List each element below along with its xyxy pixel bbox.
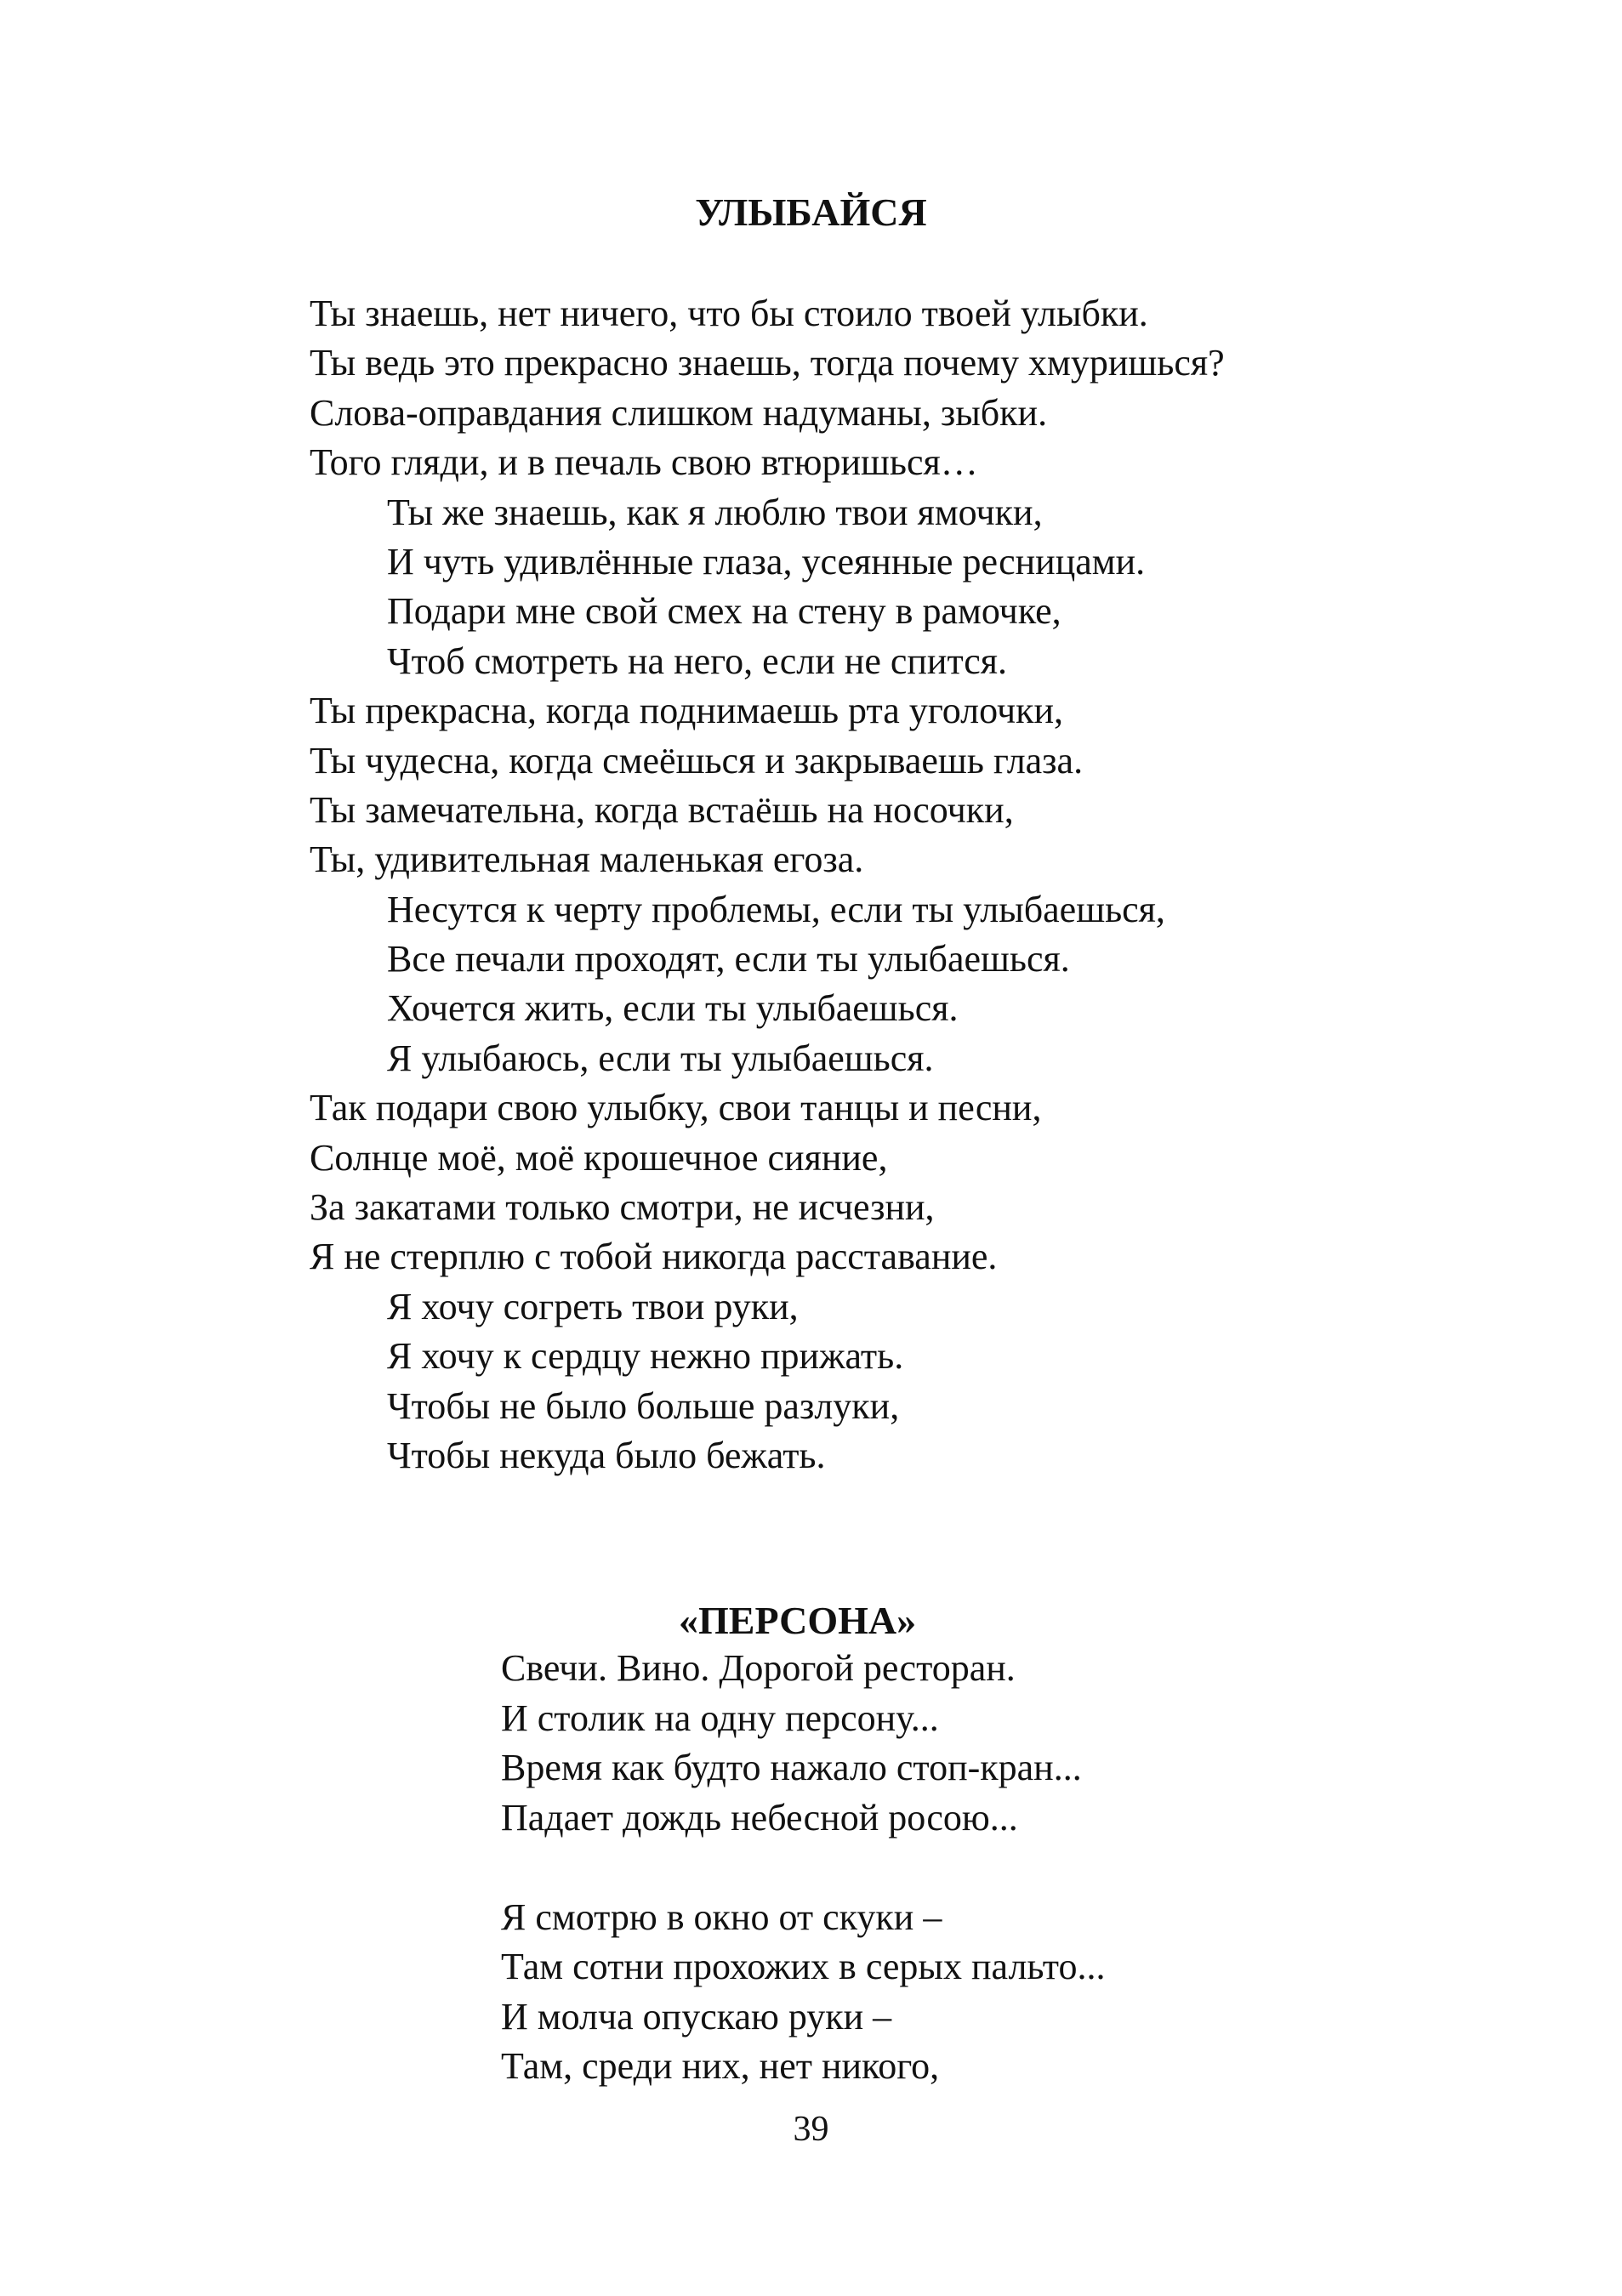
- poem-line: Так подари свою улыбку, свои танцы и песни,: [310, 1087, 1042, 1129]
- poem-line: Все печали проходят, если ты улыбаешься.: [387, 938, 1070, 980]
- poem-line: Я хочу согреть твои руки,: [387, 1285, 799, 1327]
- poem-line: Ты знаешь, нет ничего, что бы стоило твоей улыбки.: [310, 293, 1148, 334]
- poem-title-smile: УЛЫБАЙСЯ: [695, 190, 927, 234]
- poem-line: И чуть удивлённые глаза, усеянные ресницами.: [387, 540, 1146, 583]
- poem-line: Слова-оправдания слишком надуманы, зыбки.: [310, 391, 1048, 434]
- poem-line: Подари мне свой смех на стену в рамочке,: [387, 590, 1061, 633]
- poem-line: Там, среди них, нет никого,: [501, 2045, 940, 2087]
- poem-line: Я смотрю в окно от скуки –: [501, 1895, 942, 1938]
- poem-title-persona: «ПЕРСОНА»: [679, 1599, 917, 1642]
- poem-line: За закатами только смотри, не исчезни,: [310, 1186, 935, 1229]
- poem-line: Чтоб смотреть на него, если не спится.: [387, 639, 1008, 682]
- poem-line: Там сотни прохожих в серых пальто...: [501, 1946, 1106, 1987]
- poem-line: Ты чудесна, когда смеёшься и закрываешь глаза.: [310, 739, 1084, 781]
- poem-line: И молча опускаю руки –: [501, 1995, 892, 2037]
- poem-line: Я не стерплю с тобой никогда расставание.: [310, 1236, 998, 1278]
- poem-line: Ты же знаешь, как я люблю твои ямочки,: [387, 491, 1043, 533]
- poem-line: Падает дождь небесной росою...: [501, 1796, 1018, 1839]
- poem-line: Ты, удивительная маленькая егоза.: [310, 838, 864, 881]
- poem-line: И столик на одну персону...: [501, 1696, 939, 1739]
- poem-line: Чтобы некуда было бежать.: [387, 1434, 826, 1476]
- poem-line: Время как будто нажало стоп-кран...: [501, 1747, 1082, 1788]
- poem-line: Я улыбаюсь, если ты улыбаешься.: [387, 1037, 934, 1079]
- poem-line: Ты прекрасна, когда поднимаешь рта уголочки,: [310, 690, 1064, 732]
- poem-line: Свечи. Вино. Дорогой ресторан.: [501, 1647, 1016, 1689]
- poem-line: Несутся к черту проблемы, если ты улыбаешься,: [387, 888, 1165, 930]
- poem-line: Чтобы не было больше разлуки,: [387, 1384, 900, 1427]
- poem-line: Того гляди, и в печаль свою втюришься…: [310, 441, 978, 484]
- poem-persona: [501, 1644, 1105, 2092]
- poem-smile: [310, 289, 1225, 1480]
- poem-line: Солнце моё, моё крошечное сияние,: [310, 1136, 888, 1179]
- stanza-break: [501, 1843, 1105, 1893]
- page-number: 39: [793, 2110, 829, 2149]
- poem-line: Ты замечательна, когда встаёшь на носочки,: [310, 788, 1014, 831]
- poem-line: Я хочу к сердцу нежно прижать.: [387, 1335, 904, 1378]
- poem-line: Хочется жить, если ты улыбаешься.: [387, 987, 959, 1030]
- poem-line: Ты ведь это прекрасно знаешь, тогда почему хмуришься?: [310, 342, 1225, 384]
